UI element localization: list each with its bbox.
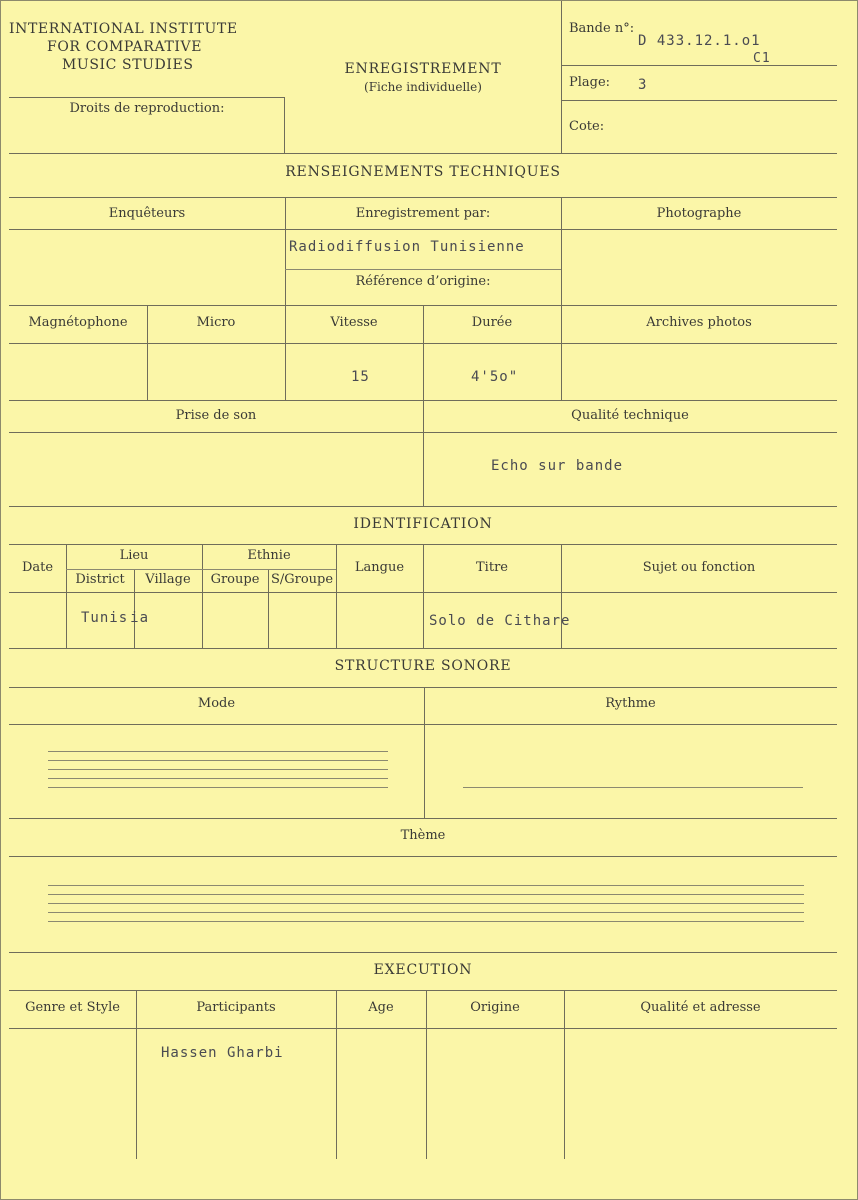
identification-section-title: IDENTIFICATION: [353, 516, 493, 532]
exec-divider-1: [136, 990, 137, 1159]
titre-value: Solo de Cithare: [429, 613, 571, 629]
enregistrement-value: Radiodiffusion Tunisienne: [289, 239, 525, 255]
groupe-label: Groupe: [210, 572, 260, 587]
tech-row3-line: [9, 400, 837, 401]
titre-label: Titre: [476, 560, 508, 575]
magnetophone-label: Magnétophone: [28, 315, 128, 330]
rythme-line: [463, 787, 803, 788]
mode-staff-line-1: [48, 751, 388, 752]
photographe-label: Photographe: [656, 206, 742, 221]
enregistrement-label: Enregistrement par:: [355, 206, 491, 221]
mode-staff-line-5: [48, 787, 388, 788]
lieu-label: Lieu: [119, 548, 149, 563]
langue-label: Langue: [354, 560, 405, 575]
vitesse-label: Vitesse: [330, 315, 378, 330]
participant-value: Hassen Gharbi: [161, 1045, 284, 1061]
structure-section-title: STRUCTURE SONORE: [334, 658, 512, 674]
bande-line: [561, 65, 837, 66]
id-subheader-line: [66, 569, 336, 570]
tech-divider-5: [423, 305, 424, 506]
rights-top-line: [9, 97, 285, 98]
exec-divider-4: [564, 990, 565, 1159]
structure-header-line: [9, 724, 837, 725]
structure-bottom-line: [9, 952, 837, 953]
participants-label: Participants: [196, 1000, 276, 1015]
origine-label: Origine: [470, 1000, 520, 1015]
bande-value: D 433.12.1.o1: [638, 33, 761, 49]
tech-row2-header-line: [9, 343, 837, 344]
technique-section-title: RENSEIGNEMENTS TECHNIQUES: [285, 164, 561, 180]
bande-value-2: C1: [753, 51, 771, 66]
rythme-label: Rythme: [605, 696, 656, 711]
plage-label: Plage:: [569, 75, 611, 90]
sujet-label: Sujet ou fonction: [642, 560, 756, 575]
id-header-line: [9, 592, 837, 593]
duree-value: 4'5o": [471, 369, 519, 385]
tech-header-line: [9, 229, 837, 230]
reference-label: Référence d’origine:: [355, 274, 491, 289]
theme-staff-line-1: [48, 885, 804, 886]
enqueteurs-label: Enquêteurs: [108, 206, 186, 221]
reference-line: [285, 269, 561, 270]
plage-value: 3: [638, 77, 648, 93]
village-label: Village: [145, 572, 191, 587]
header-bottom-line: [9, 153, 837, 154]
date-label: Date: [21, 560, 54, 575]
form-subtitle: (Fiche individuelle): [364, 80, 482, 94]
micro-label: Micro: [196, 315, 236, 330]
exec-divider-3: [426, 990, 427, 1159]
institute-name: [9, 20, 238, 74]
identification-bottom-line: [9, 648, 837, 649]
qualite-value: Echo sur bande: [491, 458, 624, 474]
theme-staff-line-5: [48, 921, 804, 922]
exec-divider-2: [336, 990, 337, 1159]
execution-section-title: EXECUTION: [373, 962, 473, 978]
rights-label: Droits de reproduction:: [69, 101, 225, 116]
duree-label: Durée: [471, 315, 513, 330]
theme-staff-line-4: [48, 912, 804, 913]
genre-label: Genre et Style: [25, 1000, 120, 1015]
sgroupe-label: S/Groupe: [270, 572, 334, 587]
header-divider: [561, 1, 562, 153]
cote-label: Cote:: [569, 119, 605, 134]
archives-label: Archives photos: [646, 315, 752, 330]
institute-line-2: FOR COMPARATIVE: [47, 39, 203, 55]
institute-line-3: MUSIC STUDIES: [62, 57, 194, 73]
execution-header-line: [9, 1028, 837, 1029]
mode-staff-line-3: [48, 769, 388, 770]
execution-title-line: [9, 990, 837, 991]
age-label: Age: [368, 1000, 394, 1015]
mode-label: Mode: [197, 696, 236, 711]
bande-label: Bande n°:: [569, 21, 635, 36]
technique-bottom-line: [9, 506, 837, 507]
plage-line: [561, 100, 837, 101]
theme-staff-line-2: [48, 894, 804, 895]
theme-header-line: [9, 856, 837, 857]
lieu-value: Tunis ia: [81, 610, 150, 626]
prise-label: Prise de son: [175, 408, 257, 423]
mode-staff-line-2: [48, 760, 388, 761]
form-title: ENREGISTREMENT: [344, 61, 502, 77]
mode-staff-line-4: [48, 778, 388, 779]
structure-mid-line: [9, 818, 837, 819]
district-label: District: [75, 572, 125, 587]
theme-staff-line-3: [48, 903, 804, 904]
structure-title-line: [9, 687, 837, 688]
technique-title-line: [9, 197, 837, 198]
ethnie-label: Ethnie: [247, 548, 291, 563]
theme-label: Thème: [400, 828, 446, 843]
qualite-label: Qualité technique: [571, 408, 689, 423]
adresse-label: Qualité et adresse: [640, 1000, 761, 1015]
institute-line-1: INTERNATIONAL INSTITUTE: [9, 21, 238, 37]
tech-row3-header-line: [9, 432, 837, 433]
vitesse-value: 15: [351, 369, 370, 385]
